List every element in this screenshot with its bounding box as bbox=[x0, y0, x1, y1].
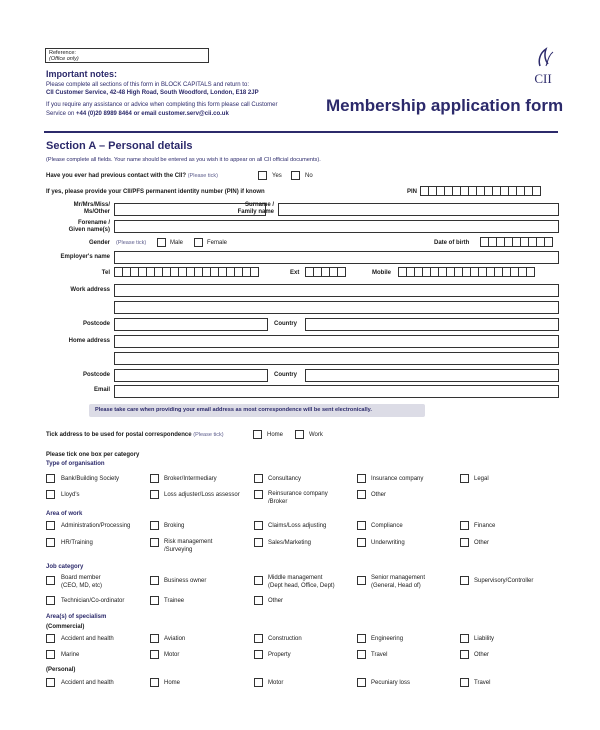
com-engineering-checkbox[interactable] bbox=[357, 634, 366, 643]
work-address-label: Work address bbox=[70, 287, 110, 293]
commercial-label: (Commercial) bbox=[46, 624, 85, 630]
please-tick-hint: (Please tick) bbox=[187, 173, 218, 179]
mobile-label: Mobile bbox=[372, 270, 391, 276]
logo-emblem-icon bbox=[526, 46, 560, 68]
no-label: No bbox=[305, 173, 313, 179]
com-motor-checkbox[interactable] bbox=[150, 650, 159, 659]
important-line4-prefix: Service on bbox=[46, 111, 77, 117]
home-country-label: Country bbox=[274, 372, 297, 378]
org-consultancy-label: Consultancy bbox=[268, 476, 302, 482]
home-country-input[interactable] bbox=[305, 369, 559, 382]
job-supervisory-checkbox[interactable] bbox=[460, 576, 469, 585]
org-lloyds-checkbox[interactable] bbox=[46, 490, 55, 499]
ext-label: Ext bbox=[290, 270, 300, 276]
job-middle-label: Middle management (Dept head, Office, Dept) bbox=[268, 575, 335, 589]
important-address: CII Customer Service, 42-48 High Road, South Woodford, London, E18 2JP bbox=[46, 90, 259, 96]
pin-question: If yes, please provide your CII/PFS permanent identity number (PIN) if known bbox=[46, 189, 265, 195]
email-note-banner bbox=[89, 404, 425, 417]
organisation-title: Type of organisation bbox=[46, 461, 105, 467]
no-checkbox[interactable] bbox=[291, 171, 300, 180]
surname-input[interactable] bbox=[278, 203, 559, 216]
job-supervisory-label: Supervisory/Controller bbox=[474, 578, 534, 584]
com-engineering-label: Engineering bbox=[371, 636, 404, 642]
section-a-title: Section A – Personal details bbox=[46, 140, 193, 152]
mobile-input[interactable] bbox=[398, 267, 534, 277]
aow-risk-label: Risk management /Surveying bbox=[164, 539, 213, 553]
aow-broking-label: Broking bbox=[164, 523, 185, 529]
org-reinsurance-checkbox[interactable] bbox=[254, 490, 263, 499]
gender-label: Gender bbox=[88, 240, 110, 246]
com-accident-checkbox[interactable] bbox=[46, 634, 55, 643]
com-travel-checkbox[interactable] bbox=[357, 650, 366, 659]
org-loss-adjuster-label: Loss adjuster/Loss assessor bbox=[164, 492, 240, 498]
job-trainee-checkbox[interactable] bbox=[150, 596, 159, 605]
aow-underwriting-label: Underwriting bbox=[371, 540, 405, 546]
aow-sales-label: Sales/Marketing bbox=[268, 540, 312, 546]
per-travel-checkbox[interactable] bbox=[460, 678, 469, 687]
postal-work-checkbox[interactable] bbox=[295, 430, 304, 439]
previous-contact-label bbox=[46, 173, 218, 179]
org-legal-checkbox[interactable] bbox=[460, 474, 469, 483]
job-category-title: Job category bbox=[46, 564, 84, 570]
org-loss-adjuster-checkbox[interactable] bbox=[150, 490, 159, 499]
aow-hr-label: HR/Training bbox=[61, 540, 93, 546]
aow-compliance-checkbox[interactable] bbox=[357, 521, 366, 530]
aow-finance-label: Finance bbox=[474, 523, 496, 529]
job-other-checkbox[interactable] bbox=[254, 596, 263, 605]
important-line3: If you require any assistance or advice when completing this form please call Customer bbox=[46, 102, 278, 108]
home-postcode-label: Postcode bbox=[82, 372, 110, 378]
per-pecuniary-checkbox[interactable] bbox=[357, 678, 366, 687]
aow-admin-label: Administration/Processing bbox=[61, 523, 131, 529]
aow-compliance-label: Compliance bbox=[371, 523, 403, 529]
forename-input[interactable] bbox=[114, 220, 559, 233]
aow-sales-checkbox[interactable] bbox=[254, 538, 263, 547]
important-contact: +44 (0)20 8989 8464 or email customer.serv@cii.co.uk bbox=[76, 111, 229, 117]
male-checkbox[interactable] bbox=[157, 238, 166, 247]
org-consultancy-checkbox[interactable] bbox=[254, 474, 263, 483]
job-trainee-label: Trainee bbox=[164, 598, 185, 604]
com-liability-label: Liability bbox=[474, 636, 495, 642]
aow-broking-checkbox[interactable] bbox=[150, 521, 159, 530]
email-input[interactable] bbox=[114, 385, 559, 398]
com-accident-label: Accident and health bbox=[61, 636, 114, 642]
per-motor-checkbox[interactable] bbox=[254, 678, 263, 687]
com-marine-checkbox[interactable] bbox=[46, 650, 55, 659]
job-senior-checkbox[interactable] bbox=[357, 576, 366, 585]
employer-input[interactable] bbox=[114, 251, 559, 264]
work-postcode-label: Postcode bbox=[82, 321, 110, 327]
important-line4 bbox=[46, 111, 229, 117]
important-line1: Please complete all sections of this form in BLOCK CAPITALS and return to: bbox=[46, 82, 249, 88]
work-address-line1[interactable] bbox=[114, 284, 559, 297]
specialism-title: Area(s) of specialism bbox=[46, 614, 107, 620]
important-notes-title: Important notes: bbox=[46, 69, 117, 79]
job-board-checkbox[interactable] bbox=[46, 576, 55, 585]
job-owner-checkbox[interactable] bbox=[150, 576, 159, 585]
org-other-label: Other bbox=[371, 492, 387, 498]
form-title: Membership application form bbox=[326, 96, 564, 115]
home-postcode-input[interactable] bbox=[114, 369, 268, 382]
job-other-label: Other bbox=[268, 598, 284, 604]
job-board-label: Board member (CEO, MD, etc) bbox=[61, 575, 103, 589]
office-use-label: (Office only) bbox=[49, 56, 79, 62]
job-owner-label: Business owner bbox=[164, 578, 207, 584]
postal-tick-hint: (Please tick) bbox=[193, 432, 224, 438]
aow-claims-checkbox[interactable] bbox=[254, 521, 263, 530]
com-other-label: Other bbox=[474, 652, 490, 658]
aow-finance-checkbox[interactable] bbox=[460, 521, 469, 530]
job-senior-label: Senior management (General, Head of) bbox=[371, 575, 426, 589]
per-accident-label: Accident and health bbox=[61, 680, 114, 686]
surname-label: Surname / Family name bbox=[237, 202, 274, 215]
aow-underwriting-checkbox[interactable] bbox=[357, 538, 366, 547]
com-aviation-checkbox[interactable] bbox=[150, 634, 159, 643]
job-technician-label: Technician/Co-ordinator bbox=[61, 598, 125, 604]
per-home-label: Home bbox=[164, 680, 181, 686]
tel-label: Tel bbox=[101, 270, 110, 276]
postal-home-label: Home bbox=[267, 432, 284, 438]
aow-other-label: Other bbox=[474, 540, 490, 546]
per-motor-label: Motor bbox=[268, 680, 284, 686]
org-insurance-checkbox[interactable] bbox=[357, 474, 366, 483]
reference-label: Reference: bbox=[49, 50, 76, 56]
email-label: Email bbox=[93, 387, 110, 393]
work-country-input[interactable] bbox=[305, 318, 559, 331]
postal-home-checkbox[interactable] bbox=[253, 430, 262, 439]
org-reinsurance-label: Reinsurance company /Broker bbox=[268, 491, 328, 505]
aow-other-checkbox[interactable] bbox=[460, 538, 469, 547]
job-middle-checkbox[interactable] bbox=[254, 576, 263, 585]
org-broker-checkbox[interactable] bbox=[150, 474, 159, 483]
postal-question bbox=[46, 432, 224, 438]
com-travel-label: Travel bbox=[371, 652, 388, 658]
female-label: Female bbox=[207, 240, 228, 246]
dob-input[interactable] bbox=[480, 237, 552, 247]
per-travel-label: Travel bbox=[474, 680, 491, 686]
gender-tick-hint: (Please tick) bbox=[116, 240, 147, 246]
org-bank-checkbox[interactable] bbox=[46, 474, 55, 483]
home-address-line1[interactable] bbox=[114, 335, 559, 348]
home-address-line2[interactable] bbox=[114, 352, 559, 365]
reference-box[interactable] bbox=[45, 48, 209, 63]
work-address-line2[interactable] bbox=[114, 301, 559, 314]
aow-claims-label: Claims/Loss adjusting bbox=[268, 523, 327, 529]
work-country-label: Country bbox=[274, 321, 297, 327]
com-marine-label: Marine bbox=[61, 652, 80, 658]
com-property-label: Property bbox=[268, 652, 291, 658]
org-broker-label: Broker/Intermediary bbox=[164, 476, 217, 482]
area-of-work-title: Area of work bbox=[46, 511, 83, 517]
aow-hr-checkbox[interactable] bbox=[46, 538, 55, 547]
per-accident-checkbox[interactable] bbox=[46, 678, 55, 687]
aow-admin-checkbox[interactable] bbox=[46, 521, 55, 530]
dob-label: Date of birth bbox=[434, 240, 470, 246]
female-checkbox[interactable] bbox=[194, 238, 203, 247]
tel-input[interactable] bbox=[114, 267, 258, 277]
per-home-checkbox[interactable] bbox=[150, 678, 159, 687]
job-technician-checkbox[interactable] bbox=[46, 596, 55, 605]
com-construction-label: Construction bbox=[268, 636, 302, 642]
email-note-text: Please take care when providing your email address as most correspondence will be sent electronically. bbox=[95, 407, 372, 413]
org-bank-label: Bank/Building Society bbox=[61, 476, 120, 482]
com-liability-checkbox[interactable] bbox=[460, 634, 469, 643]
com-property-checkbox[interactable] bbox=[254, 650, 263, 659]
org-insurance-label: Insurance company bbox=[371, 476, 424, 482]
logo-text: CII bbox=[534, 71, 552, 86]
employer-label: Employer's name bbox=[60, 254, 110, 260]
pin-label: PIN bbox=[407, 189, 418, 195]
org-legal-label: Legal bbox=[474, 476, 489, 482]
ext-input[interactable] bbox=[305, 267, 345, 277]
home-address-label: Home address bbox=[68, 338, 110, 344]
postal-question-text: Tick address to be used for postal correspondence bbox=[46, 432, 192, 438]
org-lloyds-label: Lloyd's bbox=[61, 492, 80, 498]
org-other-checkbox[interactable] bbox=[357, 490, 366, 499]
yes-checkbox[interactable] bbox=[258, 171, 267, 180]
aow-risk-checkbox[interactable] bbox=[150, 538, 159, 547]
work-postcode-input[interactable] bbox=[114, 318, 268, 331]
section-a-instructions: (Please complete all fields. Your name should be entered as you wish it to appear on all CII official documents). bbox=[46, 157, 321, 163]
per-pecuniary-label: Pecuniary loss bbox=[371, 680, 411, 686]
com-construction-checkbox[interactable] bbox=[254, 634, 263, 643]
com-aviation-label: Aviation bbox=[164, 636, 186, 642]
personal-label: (Personal) bbox=[46, 667, 76, 673]
postal-work-label: Work bbox=[309, 432, 323, 438]
one-box-note: Please tick one box per category bbox=[46, 452, 140, 458]
pin-input[interactable] bbox=[420, 186, 540, 196]
cii-logo bbox=[526, 46, 560, 86]
com-motor-label: Motor bbox=[164, 652, 180, 658]
previous-contact-question: Have you ever had previous contact with the CII? bbox=[46, 173, 187, 179]
title-field-label: Mr/Mrs/Miss/ Ms/Other bbox=[73, 202, 110, 215]
forename-label: Forename / Given name(s) bbox=[68, 220, 110, 233]
com-other-checkbox[interactable] bbox=[460, 650, 469, 659]
title-divider bbox=[44, 131, 558, 133]
male-label: Male bbox=[170, 240, 184, 246]
yes-label: Yes bbox=[272, 173, 282, 179]
